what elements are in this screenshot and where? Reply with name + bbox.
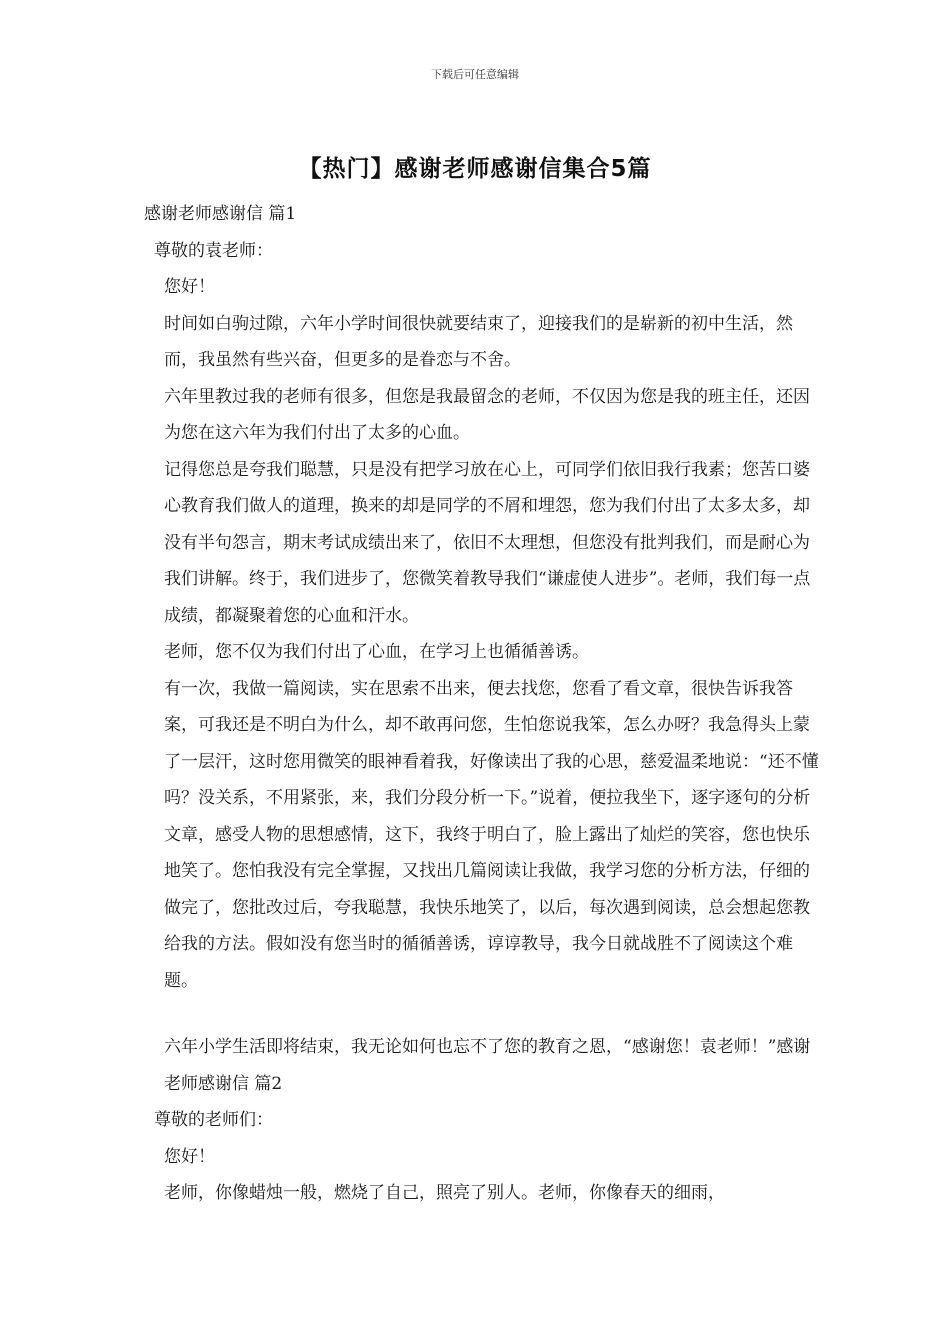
letter1-greeting: 您好！	[164, 277, 215, 297]
letter2-heading: 感谢老师感谢信 篇2	[164, 1037, 811, 1094]
letter2-paragraph: 老师，你像蜡烛一般，燃烧了自己，照亮了别人。老师，你像春天的细雨，	[164, 1183, 725, 1203]
letter1-closing	[144, 1029, 826, 1102]
letter1-paragraph: 六年里教过我的老师有很多，但您是我最留念的老师，不仅因为您是我的班主任，还因为您在这六年为我们付出了太多的心血。	[164, 386, 810, 443]
letter2-greeting: 您好！	[164, 1146, 215, 1167]
paragraph-gap	[144, 999, 826, 1029]
page-header: 下载后可任意编辑	[431, 68, 519, 81]
letter2-salutation: 尊敬的老师们：	[154, 1110, 273, 1130]
letter1-paragraph: 老师，您不仅为我们付出了心血，在学习上也循循善诱。	[164, 642, 589, 662]
letter1-salutation: 尊敬的袁老师：	[154, 240, 273, 261]
document-body	[144, 196, 826, 1212]
letter1-paragraph: 有一次，我做一篇阅读，实在思索不出来，便去找您，您看了看文章，很快告诉我答案，可我还是不明白为什么，却不敢再问您，生怕您说我笨，怎么办呀？我急得头上蒙了一层汗，这时您用微笑的眼神看着我，好像读出了我的心思，慈爱温柔地说：“还不懂吗？没关系，不用紧张，来，我们分段分析一下。”说着，便拉我坐下，逐字逐句的分析文章，感受人物的思想感情，这下，我终于明白了，脸上露出了灿烂的笑容，您也快乐地笑了。您怕我没有完全掌握，又找出几篇阅读让我做，我学习您的分析方法，仔细的做完了，您批改过后，夸我聪慧，我快乐地笑了，以后，每次遇到阅读，总会想起您教给我的方法。假如没有您当时的循循善诱，谆谆教导，我今日就战胜不了阅读这个难题。	[164, 678, 819, 991]
document-title: 【热门】感谢老师感谢信集合5篇	[298, 156, 652, 182]
letter1-paragraph: 记得您总是夸我们聪慧，只是没有把学习放在心上，可同学们依旧我行我素；您苦口婆心教育我们做人的道理，换来的却是同学的不屑和埋怨，您为我们付出了太多太多，却没有半句怨言，期末考试成绩出来了，依旧不太理想，但您没有批判我们，而是耐心为我们讲解。终于，我们进步了，您微笑着教导我们“谦虚使人进步”。老师，我们每一点成绩，都凝聚着您的心血和汗水。	[164, 459, 811, 626]
letter1-paragraph: 时间如白驹过隙，六年小学时间很快就要结束了，迎接我们的是崭新的初中生活，然而，我虽然有些兴奋，但更多的是眷恋与不舍。	[164, 313, 793, 370]
letter1-heading: 感谢老师感谢信 篇1	[144, 204, 297, 224]
letter1-closing-text: 六年小学生活即将结束，我无论如何也忘不了您的教育之恩，“感谢您！袁老师！”	[164, 1037, 777, 1057]
